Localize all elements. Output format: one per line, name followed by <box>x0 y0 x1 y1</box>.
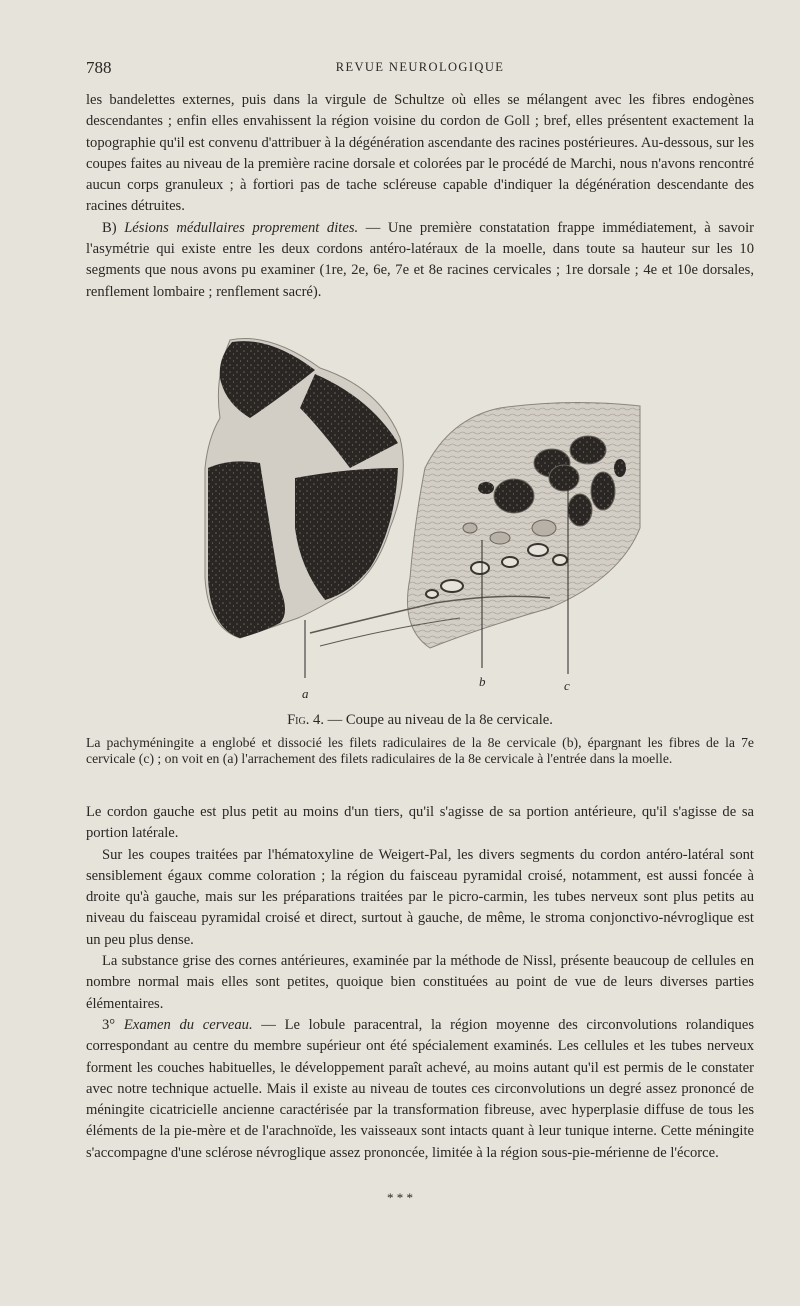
figure-4 <box>200 328 642 708</box>
running-title: REVUE NEUROLOGIQUE <box>335 60 505 74</box>
figure-label-a: a <box>302 686 309 701</box>
paragraph: La substance grise des cornes antérieures, examinée par la méthode de Nissl, présente beaucoup de cellules en nombre normal mais elles sont petites, quoique bien constituées au point de vue de leurs diverses parties élémentaires. <box>86 953 754 1012</box>
top-text <box>86 90 754 303</box>
spinal-cord-section-illustration <box>200 328 642 708</box>
section-heading: Examen du cerveau. <box>123 1016 253 1033</box>
page-header <box>86 58 754 82</box>
figure-caption-body: La pachyméningite a englobé et dissocié les filets radiculaires de la 8e cervicale (b), épargnant les fibres de la 7e cervicale (c) ; on voit en (a) l'arrachement des filets radiculaires de la 8e cervicale à l'entrée dans la moelle. <box>86 735 754 766</box>
figure-number: Fig. 4. <box>287 712 324 728</box>
figure-label-c: c <box>564 678 570 693</box>
paragraph-text: — Le lobule paracentral, la région moyenne des circonvolutions rolandiques correspondant au centre du membre supérieur ont été spécialement examinés. Les cellules et les tubes nerveux forment les couches habituelles, le développement paraît achevé, au moins autant qu'il est permis de le constater avec notre technique actuelle. Mais il existe au niveau de toutes ces circonvolutions un degré assez prononcé de méningite cicatricielle ancienne caractérisée par la transformation fibreuse, avec hyperplasie diffuse de tous les éléments de la pie-mère et de l'arachnoïde, les vaisseaux sont intacts quant à leur tunique interne. Cette méningite s'accompagne d'une sclérose névroglique assez prononcée, limitée à la région sous-pie-mérienne de l'écorce. <box>86 1016 754 1161</box>
paragraph: Le cordon gauche est plus petit au moins d'un tiers, qu'il s'agisse de sa portion antérieure, qu'il s'agisse de sa portion latérale. <box>86 804 754 842</box>
section-label: 3° <box>102 1016 124 1033</box>
spinal-cord <box>205 339 403 638</box>
paragraph: les bandelettes externes, puis dans la virgule de Schultze où elles se mélangent avec les fibres endogènes descendantes ; enfin elles envahissent la région voisine du cordon de Goll ; bref, elles présentent exactement la topographie qu'il est convenu d'attribuer à la dégénération ascendante des racines postérieures. Au-dessous, sur les coupes faites au niveau de la première racine dorsale et colorées par le procédé de Marchi, nous n'avons rencontré aucun corps granuleux ; à fortiori pas de tache scléreuse capable d'indiquer la dégénération descendante des racines détruites. <box>86 92 754 215</box>
section-heading: Lésions médullaires proprement dites. <box>124 219 359 236</box>
bottom-text <box>86 802 754 1164</box>
figure-label-b: b <box>479 674 486 689</box>
section-break-asterism: * * * <box>387 1190 413 1205</box>
figure-caption-title <box>86 712 754 729</box>
paragraph <box>86 218 754 303</box>
paragraph: Sur les coupes traitées par l'hématoxyline de Weigert-Pal, les divers segments du cordon antéro-latéral sont sensiblement égaux comme coloration ; la région du faisceau pyramidal croisé, notamment, est aussi foncée à droite qu'à gauche, mais sur les préparations traitées par le picro-carmin, les tubes nerveux sont plus petits au niveau du faisceau pyramidal croisé et direct, surtout à gauche, de même, le stroma conjonctivo-névroglique est un peu plus dense. <box>86 846 754 948</box>
figure-title: — Coupe au niveau de la 8e cervicale. <box>323 712 553 728</box>
paragraph <box>86 1015 754 1164</box>
page-number: 788 <box>86 58 112 77</box>
paragraph-text: — Une première constatation frappe immédiatement, à savoir l'asymétrie qui existe entre les deux cordons antéro-latéraux de la moelle, dans toute sa hauteur sur les 10 segments que nous avons pu examiner (1re, 2e, 6e, 7e et 8e racines cervicales ; 1re dorsale ; 4e et 10e dorsales, renflement lombaire ; renflement sacré). <box>86 219 754 300</box>
section-label: B) <box>102 219 117 236</box>
